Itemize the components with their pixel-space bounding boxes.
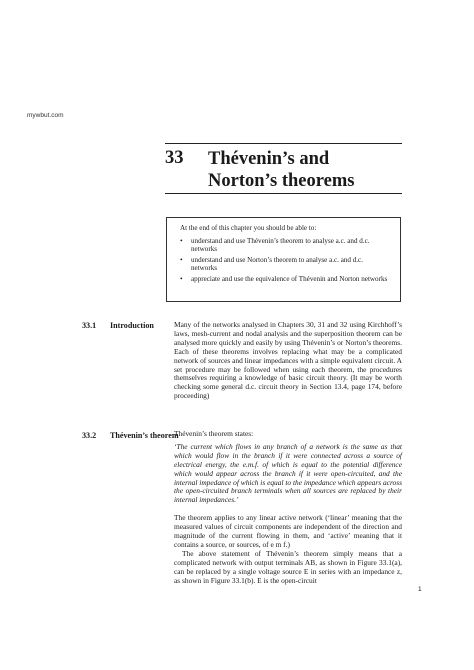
chapter-title xyxy=(208,148,354,192)
objective-item: • understand and use Thévenin’s theorem to analyse a.c. and d.c. networks xyxy=(180,237,390,254)
theorem-statement-quote: ‘The current which flows in any branch of a network is the same as that which would flow in the branch if it were connected across a source of electrical energy, the e.m.f. of which is equal to the potential difference which would appear across the branch if it were open-circuited, and the internal impedance of which is equal to the impedance which appears across the open-circuited branch terminals when all sources are replaced by their internal impedances.’ xyxy=(174,441,402,505)
section-body-thevenin xyxy=(174,430,402,586)
title-rule-bottom xyxy=(165,193,402,194)
paragraph: Many of the networks analysed in Chapters 30, 31 and 32 using Kirchhoff’s laws, mesh-current and nodal analysis and the superposition theorem can be analysed more quickly and easily by using Thévenin’s or Norton’s theorems. Each of these theorems involves replacing what may be a complicated network of sources and linear impedances with a simple equivalent circuit. A set procedure may be followed when using each theorem, the procedures themselves requiring a knowledge of basic circuit theory. (It may be worth checking some general d.c. circuit theory in Section 13.4, page 174, before proceeding) xyxy=(174,320,402,401)
section-number: 33.1 xyxy=(82,321,97,330)
chapter-title-line-2: Norton’s theorems xyxy=(208,171,355,191)
section-heading-introduction xyxy=(82,321,162,330)
paragraph: The theorem applies to any linear active network (‘linear’ meaning that the measured values of circuit components are independent of the direction and magnitude of the current flowing in them, and ‘active’ meaning that it contains a source, or sources, of e m f.) xyxy=(174,513,402,549)
section-heading-thevenin xyxy=(82,431,179,440)
title-rule-top xyxy=(165,143,402,144)
learning-objectives-box xyxy=(166,217,401,302)
chapter-number: 33 xyxy=(165,148,184,168)
section-title: Thévenin’s theorem xyxy=(110,431,179,440)
watermark: mywbut.com xyxy=(27,112,64,119)
objectives-list xyxy=(180,237,390,284)
chapter-title-line-1: Thévenin’s and xyxy=(208,149,330,169)
page-number: 1 xyxy=(418,586,422,593)
objective-item: • appreciate and use the equivalence of Thévenin and Norton networks xyxy=(180,275,390,284)
paragraph: Thévenin’s theorem states: xyxy=(174,429,254,438)
section-number: 33.2 xyxy=(82,431,97,440)
objective-item: • understand and use Norton’s theorem to analyse a.c. and d.c. networks xyxy=(180,256,390,273)
objectives-intro: At the end of this chapter you should be able to: xyxy=(180,224,317,232)
paragraph: The above statement of Thévenin’s theorem simply means that a complicated network with output terminals AB, as shown in Figure 33.1(a), can be replaced by a single voltage source E in series with an impedance z, as shown in Figure 33.1(b). E is the open-circuit xyxy=(174,548,402,585)
section-body-introduction xyxy=(174,321,402,401)
section-title: Introduction xyxy=(110,321,154,330)
